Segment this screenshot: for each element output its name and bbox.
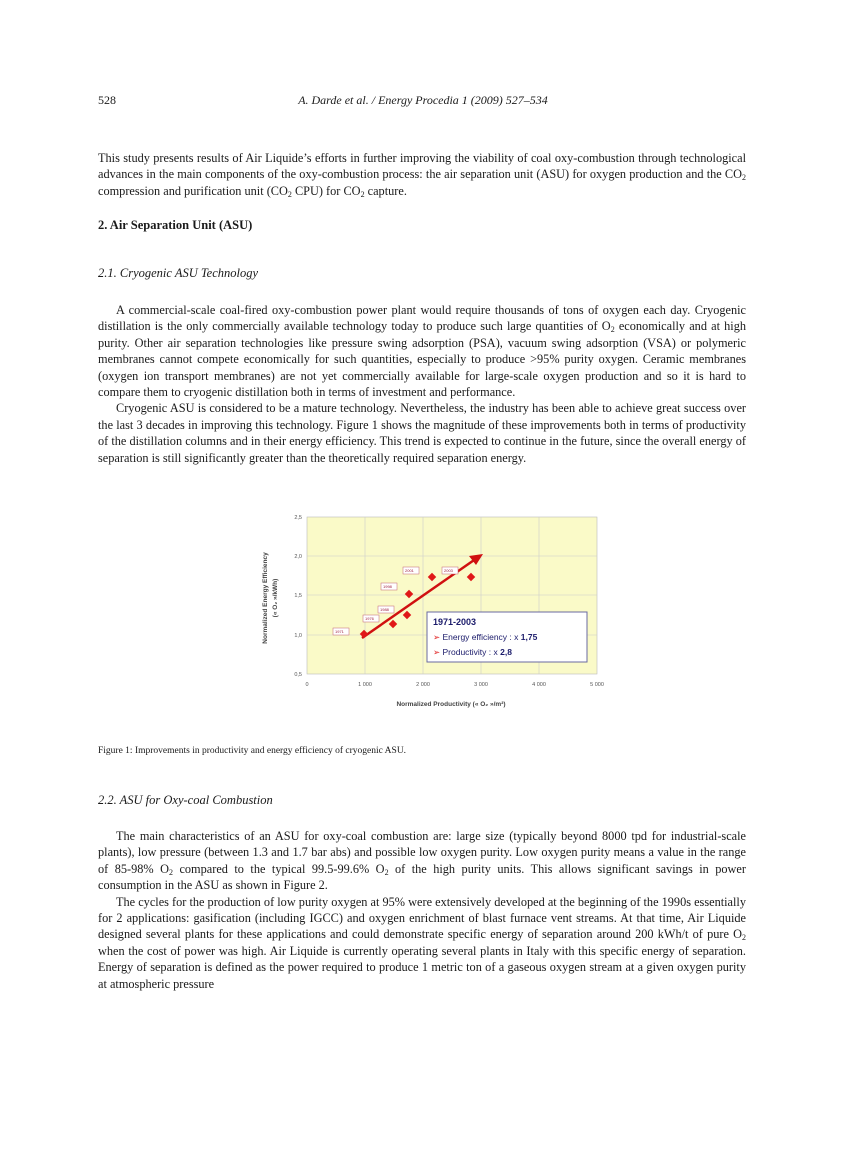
- svg-text:2001: 2001: [405, 568, 414, 573]
- svg-text:1998: 1998: [383, 584, 392, 589]
- svg-text:1 000: 1 000: [358, 682, 372, 688]
- svg-text:0: 0: [305, 682, 309, 688]
- svg-text:4 000: 4 000: [532, 682, 546, 688]
- svg-text:1988: 1988: [380, 607, 389, 612]
- svg-text:2,0: 2,0: [294, 554, 302, 560]
- svg-text:(« O₂ »/kWh): (« O₂ »/kWh): [272, 578, 279, 618]
- intro-paragraph: This study presents results of Air Liquide’s efforts in further improving the viability of coal oxy-combustion through technological advances in the main components of the oxy-combustion process: the air separation unit (ASU) for oxygen production and the $CO_2$ compression and purification unit ($CO_2$ CPU) for $CO_2$ capture.: [98, 151, 746, 199]
- body-paragraph: A commercial-scale coal-fired oxy-combustion power plant would require thousands of tons of oxygen each day. Cryogenic distillation is the only commercially available technology today to produce such large quantities of $O_2$ economically and at high purity. Other air separation technologies like pressure swing adsorption (PSA), vacuum swing adsorption (VSA) or polymeric membranes cannot compete economically for such quantities, especially to produce >95% purity oxygen. Ceramic membranes (oxygen ion transport membranes) are not yet commercially available for large-scale oxygen production and so it is hard to compare them to cryogenic distillation both in terms of investment and performance. Cryogenic ASU is considered to be a mature technology. Nevertheless, the industry has been able to achieve great success over the last 3 decades in improving this technology. Figure 1 shows the magnitude of these improvements both in terms of productivity of the distillation columns and in their energy efficiency. This trend is expected to continue in the future, since the overall energy of separation is still significantly greater than the theoretically required separation energy.: [98, 303, 747, 465]
- svg-text:2,5: 2,5: [294, 515, 302, 521]
- svg-text:0,5: 0,5: [294, 672, 302, 678]
- subsection-heading: 2.2. ASU for Oxy-coal Combustion: [98, 793, 273, 807]
- page-number: 528: [98, 93, 116, 107]
- subsection-heading: 2.1. Cryogenic ASU Technology: [98, 266, 259, 280]
- svg-text:➢ Energy efficiency : x 1,75: ➢ Energy efficiency : x 1,75: [433, 632, 538, 642]
- svg-text:2003: 2003: [444, 568, 453, 573]
- svg-text:Normalized Productivity (« O₂: Normalized Productivity (« O₂ »/m²): [396, 701, 506, 708]
- svg-text:5 000: 5 000: [590, 682, 604, 688]
- svg-text:2 000: 2 000: [416, 682, 430, 688]
- figure-1-chart: [255, 510, 610, 720]
- section-heading: 2. Air Separation Unit (ASU): [98, 218, 253, 232]
- svg-text:1971-2003: 1971-2003: [433, 617, 477, 627]
- svg-text:1,0: 1,0: [294, 633, 302, 639]
- svg-text:1,5: 1,5: [294, 593, 302, 599]
- journal-citation: A. Darde et al. / Energy Procedia 1 (2009) 527–534: [298, 93, 548, 107]
- svg-text:Normalized Energy Efficiency: Normalized Energy Efficiency: [262, 552, 269, 644]
- svg-text:1971: 1971: [335, 629, 344, 634]
- svg-text:3 000: 3 000: [474, 682, 488, 688]
- svg-text:➢ Productivity : x 2,8: ➢ Productivity : x 2,8: [433, 647, 512, 657]
- body-paragraph: The main characteristics of an ASU for oxy-coal combustion are: large size (typically beyond 8000 tpd for industrial-scale plants), low pressure (between 1.3 and 1.7 bar abs) and possible low oxygen purity. Low oxygen purity means a value in the range of 85-98% $O_2$ compared to the typical 99.5-99.6% $O_2$ of the high purity units. This allows significant savings in power consumption in the ASU as shown in Figure 2. The cycles for the production of low purity oxygen at 95% were extensively developed at the beginning of the 1990s essentially for 2 applications: gasification (including IGCC) and oxygen enrichment of blast furnace vent streams. At that time, Air Liquide designed several plants for these applications and could demonstrate specific energy of separation around 200 kWh/t of pure $O_2$ when the cost of power was high. Air Liquide is currently operating several plants in Italy with this specific energy of separation. Energy of separation is defined as the power required to produce 1 metric ton of a gaseous oxygen stream at a given oxygen purity at atmospheric pressure: [98, 829, 746, 991]
- svg-text:1976: 1976: [365, 616, 374, 621]
- figure-caption: Figure 1: Improvements in productivity and energy efficiency of cryogenic ASU.: [98, 746, 407, 756]
